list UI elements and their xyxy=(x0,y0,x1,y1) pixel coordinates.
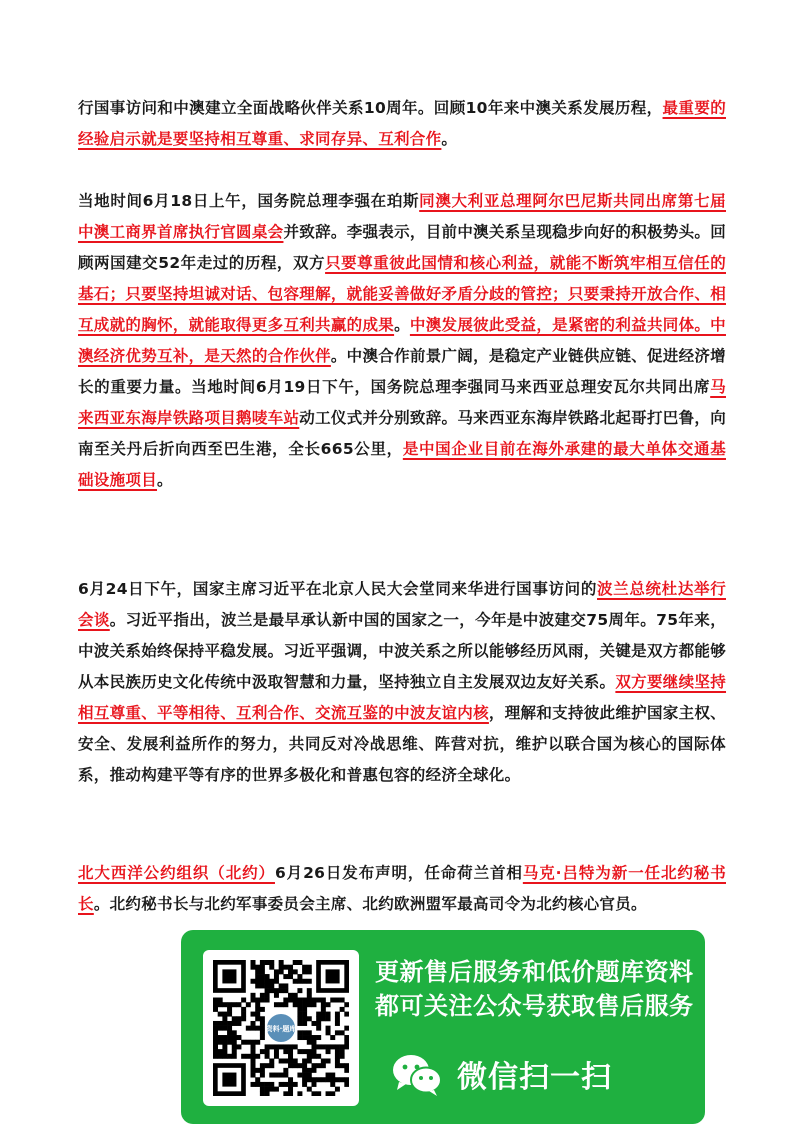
wechat-scan-label: 微信扫一扫 xyxy=(457,1060,612,1095)
body-text: 动工仪式并分别致辞。马来西亚东海岸铁路北起哥打巴鲁，向南至关丹后折向西至巴生港，全长665公里， xyxy=(78,409,727,458)
highlighted-text: 是中国企业目前在海外承建的最大单体交通基础设施项目 xyxy=(78,440,726,489)
highlighted-text: 双方要继续坚持相互尊重、平等相待、互利合作、交流互鉴的中波友谊内核 xyxy=(78,673,727,722)
qr-code-icon xyxy=(213,960,349,1096)
highlighted-text: 马克·吕特为新一任北约秘书长 xyxy=(78,864,726,913)
highlighted-text: 同澳大利亚总理阿尔巴尼斯共同出席第七届中澳工商界首席执行官圆桌会 xyxy=(78,192,726,241)
promo-line-2: 都可关注公众号获取售后服务 xyxy=(375,992,694,1020)
highlighted-text: 中澳发展彼此受益，是紧密的利益共同体。中澳经济优势互补，是天然的合作伙伴 xyxy=(78,316,726,365)
promo-line-1: 更新售后服务和低价题库资料 xyxy=(375,958,694,986)
qr-center-label: 资料·题库 xyxy=(265,1025,297,1033)
body-text: 并致辞。李强表示，目前中澳关系呈现稳步向好的积极势头。回顾两国建交52年走过的历程，双方 xyxy=(78,223,726,272)
body-text: 。 xyxy=(157,471,173,489)
wechat-scan xyxy=(391,1052,612,1096)
wechat-promo-banner xyxy=(181,930,705,1124)
qr-code[interactable] xyxy=(203,950,359,1106)
body-text: 当地时间6月18日上午，国务院总理李强在珀斯 xyxy=(78,192,420,210)
highlighted-text: 马来西亚东海岸铁路项目鹅唛车站 xyxy=(78,378,726,427)
body-text: 行国事访问和中澳建立全面战略伙伴关系10周年。回顾10年来中澳关系发展历程， xyxy=(78,99,663,117)
highlighted-text: 最重要的经验启示就是要坚持相互尊重、求同存异、互利合作 xyxy=(78,99,726,148)
body-text: 。习近平指出，波兰是最早承认新中国的国家之一，今年是中波建交75周年。75年来，中波关系始终保持平稳发展。习近平强调，中波关系之所以能够经历风雨，关键是双方都能够从本民族历史文化传统中汲取智慧和力量，坚持独立自主发展双边友好关系。 xyxy=(78,611,726,691)
highlighted-text: 波兰总统杜达举行会谈 xyxy=(78,580,726,629)
body-text: 。 xyxy=(394,316,410,334)
paragraph-4 xyxy=(78,858,726,920)
body-text: 。北约秘书长与北约军事委员会主席、北约欧洲盟军最高司令为北约核心官员。 xyxy=(93,895,647,913)
body-text: 。 xyxy=(441,130,458,148)
body-text: 6月26日发布声明，任命荷兰首相 xyxy=(274,864,523,882)
paragraph-2 xyxy=(78,186,726,496)
body-text: 。中澳合作前景广阔，是稳定产业链供应链、促进经济增长的重要力量。当地时间6月19日下午，国务院总理李强同马来西亚总理安瓦尔共同出席 xyxy=(78,347,726,396)
paragraph-3 xyxy=(78,574,726,791)
highlighted-text: 北大西洋公约组织（北约） xyxy=(78,864,275,882)
wechat-icon xyxy=(391,1052,443,1096)
highlighted-text: 只要尊重彼此国情和核心利益，就能不断筑牢相互信任的基石；只要坚持坦诚对话、包容理解，就能妥善做好矛盾分歧的管控；只要秉持开放合作、相互成就的胸怀，就能取得更多互利共赢的成果 xyxy=(78,254,726,334)
body-text: ，理解和支持彼此维护国家主权、安全、发展利益所作的努力，共同反对冷战思维、阵营对抗，维护以联合国为核心的国际体系，推动构建平等有序的世界多极化和普惠包容的经济全球化。 xyxy=(78,704,726,784)
body-text: 6月24日下午，国家主席习近平在北京人民大会堂同来华进行国事访问的 xyxy=(78,580,598,598)
paragraph-1 xyxy=(78,93,726,155)
